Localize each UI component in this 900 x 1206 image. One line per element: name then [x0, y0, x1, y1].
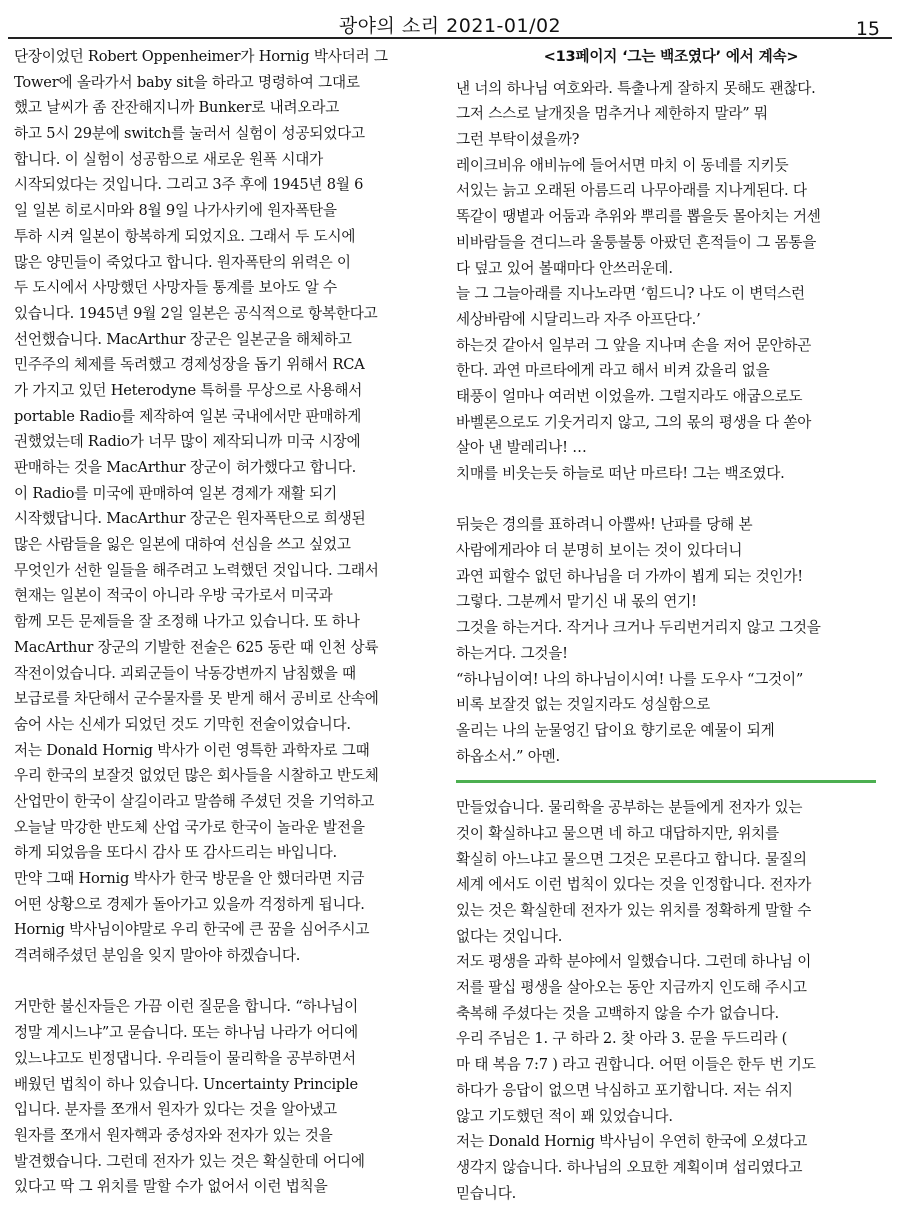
text-line: 그렇다. 그분께서 맡기신 내 몫의 연기! — [456, 593, 697, 611]
right-paragraph-3 — [456, 795, 886, 1206]
text-line: 현재는 일본이 적국이 아니라 우방 국가로서 미국과 — [14, 587, 333, 605]
text-line: 태풍이 얼마나 여러번 이었을까. 그럴지라도 애굽으로도 — [456, 387, 803, 405]
text-line: 뒤늦은 경의를 표하려니 아뿔싸! 난파를 당해 본 — [456, 516, 753, 534]
section-divider — [456, 780, 876, 783]
text-line: 민주주의 체제를 독려했고 경제성장을 돕기 위해서 RCA — [14, 356, 365, 374]
text-line: 무엇인가 선한 일들을 해주려고 노력했던 것입니다. 그래서 — [14, 561, 379, 579]
text-line: Hornig 박사님이야말로 우리 한국에 큰 꿈을 심어주시고 — [14, 921, 370, 939]
text-line: Tower에 올라가서 baby sit을 하라고 명령하여 그대로 — [14, 73, 360, 91]
text-line: “하나님이여! 나의 하나님이시여! 나를 도우사 “그것이” — [456, 670, 804, 688]
text-line: 숨어 사는 신세가 되었던 것도 기막힌 전술이었습니다. — [14, 715, 351, 733]
text-line: 하옵소서.” 아멘. — [456, 747, 560, 765]
text-line: 배웠던 법칙이 하나 있습니다. Uncertainty Principle — [14, 1075, 358, 1093]
text-line: 것이 확실하냐고 물으면 네 하고 대답하지만, 위치를 — [456, 824, 779, 842]
left-column — [14, 44, 442, 1200]
text-line: 많은 사람들을 잃은 일본에 대하여 선심을 쓰고 싶었고 — [14, 536, 351, 554]
text-line: 하다가 응답이 없으면 낙심하고 포기합니다. 저는 쉬지 — [456, 1081, 793, 1099]
text-line: 저는 Donald Hornig 박사가 이런 영특한 과학자로 그때 — [14, 741, 370, 759]
text-line: 똑같이 땡볕과 어둠과 추위와 뿌리를 뽑을듯 몰아치는 거센 — [456, 208, 821, 226]
text-line: 있느냐고도 빈정댑니다. 우리들이 물리학을 공부하면서 — [14, 1049, 356, 1067]
text-line: 오늘날 막강한 반도체 산업 국가로 한국이 놀라운 발전을 — [14, 818, 365, 836]
text-line: 만들었습니다. 물리학을 공부하는 분들에게 전자가 있는 — [456, 799, 803, 817]
text-line: 한다. 과연 마르타에게 라고 해서 비켜 갔을리 없을 — [456, 362, 770, 380]
text-line: 하는거다. 그것을! — [456, 644, 568, 662]
paragraph-gap — [456, 487, 886, 513]
right-column — [456, 44, 886, 1206]
text-line: 않고 기도했던 적이 꽤 있었습니다. — [456, 1107, 673, 1125]
text-line: 하는것 같아서 일부러 그 앞을 지나며 손을 저어 문안하곤 — [456, 336, 812, 354]
text-line: 이 Radio를 미국에 판매하여 일본 경제가 재활 되기 — [14, 484, 338, 502]
text-line: 다 덮고 있어 볼때마다 안쓰러운데. — [456, 259, 673, 277]
header-divider — [8, 37, 892, 39]
text-line: 시작되었다는 것입니다. 그리고 3주 후에 1945년 8월 6 — [14, 176, 364, 194]
text-line: MacArthur 장군의 기발한 전술은 625 동란 때 인천 상륙 — [14, 638, 379, 656]
text-line: 축복해 주셨다는 것을 고백하지 않을 수가 없습니다. — [456, 1004, 779, 1022]
text-line: 많은 양민들이 죽었다고 합니다. 원자폭탄의 위력은 이 — [14, 253, 351, 271]
text-line: 가 가지고 있던 Heterodyne 특허를 무상으로 사용해서 — [14, 381, 363, 399]
text-line: 일 일본 히로시마와 8월 9일 나가사키에 원자폭탄을 — [14, 202, 337, 220]
text-line: 권했었는데 Radio가 너무 많이 제작되니까 미국 시장에 — [14, 433, 361, 451]
newsletter-title: 광야의 소리 2021-01/02 — [338, 15, 562, 37]
text-line: 저는 Donald Hornig 박사님이 우연히 한국에 오셨다고 — [456, 1133, 808, 1151]
page-number: 15 — [855, 18, 880, 40]
text-line: 격려해주셨던 분임을 잊지 말아야 하겠습니다. — [14, 947, 301, 965]
text-line: 마 태 복음 7:7 ) 라고 권합니다. 어떤 이들은 한두 번 기도 — [456, 1056, 816, 1074]
text-line: 치매를 비웃는듯 하늘로 떠난 마르타! 그는 백조였다. — [456, 465, 785, 482]
right-paragraph-2 — [456, 512, 886, 769]
text-line: 판매하는 것을 MacArthur 장군이 허가했다고 합니다. — [14, 459, 357, 476]
text-line: 합니다. 이 실험이 성공함으로 새로운 원폭 시대가 — [14, 150, 324, 168]
text-line: 그것을 하는거다. 작거나 크거나 두리번거리지 않고 그것을 — [456, 619, 821, 637]
text-line: 늘 그 그늘아래를 지나노라면 ‘힘드니? 나도 이 변덕스런 — [456, 285, 805, 303]
text-line: 비록 보잘것 없는 것일지라도 성실함으로 — [456, 696, 711, 714]
paragraph-gap — [14, 969, 442, 995]
text-line: 하게 되었음을 또다시 감사 또 감사드리는 바입니다. — [14, 844, 337, 862]
text-line: portable Radio를 제작하여 일본 국내에서만 판매하게 — [14, 407, 362, 425]
text-line: 선언했습니다. MacArthur 장군은 일본군을 해체하고 — [14, 330, 352, 348]
text-line: 원자를 쪼개서 원자핵과 중성자와 전자가 있는 것을 — [14, 1126, 333, 1144]
text-line: 정말 계시느냐”고 묻습니다. 또는 하나님 나라가 어디에 — [14, 1024, 359, 1042]
text-line: 세상바람에 시달리느라 자주 아프단다.’ — [456, 310, 701, 328]
text-line: 그런 부탁이셨을까? — [456, 131, 580, 149]
page-header — [0, 0, 900, 40]
text-line: 세계 에서도 이런 법칙이 있다는 것을 인정합니다. 전자가 — [456, 876, 812, 894]
text-line: 투하 시켜 일본이 항복하게 되었지요. 그래서 두 도시에 — [14, 227, 356, 245]
text-line: 두 도시에서 사망했던 사망자들 통계를 보아도 알 수 — [14, 279, 337, 297]
text-line: 믿습니다. — [456, 1184, 517, 1202]
text-line: 살아 낸 발레리나! … — [456, 439, 587, 457]
text-line: 있는 것은 확실한데 전자가 있는 위치를 정확하게 말할 수 — [456, 902, 812, 919]
text-line: 바벨론으로도 기웃거리지 않고, 그의 몫의 평생을 다 쏟아 — [456, 413, 812, 431]
text-line: 그저 스스로 날개짓을 멈추거나 제한하지 말라” 뭐 — [456, 105, 768, 123]
text-line: 거만한 불신자들은 가끔 이런 질문을 합니다. “하나님이 — [14, 998, 359, 1016]
text-line: 없다는 것입니다. — [456, 927, 563, 945]
text-line: 했고 날씨가 좀 잔잔해지니까 Bunker로 내려오라고 — [14, 99, 340, 117]
continuation-heading: <13페이지 ‘그는 백조였다’ 에서 계속> — [543, 48, 799, 65]
text-line: 과연 피할수 없던 하나님을 더 가까이 뵙게 되는 것인가! — [456, 567, 803, 585]
text-line: 사람에게라야 더 분명히 보이는 것이 있다더니 — [456, 542, 743, 560]
text-line: 어떤 상황으로 경제가 돌아가고 있을까 걱정하게 됩니다. — [14, 895, 365, 913]
text-line: 있습니다. 1945년 9월 2일 일본은 공식적으로 항복한다고 — [14, 304, 378, 322]
text-line: 입니다. 분자를 쪼개서 원자가 있다는 것을 알아냈고 — [14, 1101, 337, 1119]
text-line: 발견했습니다. 그런데 전자가 있는 것은 확실한데 어디에 — [14, 1152, 365, 1170]
text-line: 올리는 나의 눈물엉긴 답이요 향기로운 예물이 되게 — [456, 721, 775, 739]
left-paragraph-1 — [14, 44, 442, 969]
text-line: 시작했답니다. MacArthur 장군은 원자폭탄으로 희생된 — [14, 510, 366, 528]
text-line: 단장이었던 Robert Oppenheimer가 Hornig 박사더러 그 — [14, 48, 388, 65]
right-paragraph-1 — [456, 76, 886, 487]
text-line: 낸 너의 하나님 여호와라. 특출나게 잘하지 못해도 괜찮다. — [456, 79, 816, 97]
text-line: 우리 한국의 보잘것 없었던 많은 회사들을 시찰하고 반도체 — [14, 767, 379, 785]
text-line: 우리 주님은 1. 구 하라 2. 찾 아라 3. 문을 두드리라 ( — [456, 1030, 788, 1048]
text-line: 만약 그때 Hornig 박사가 한국 방문을 안 했더라면 지금 — [14, 870, 365, 887]
text-line: 하고 5시 29분에 switch를 눌러서 실험이 성공되었다고 — [14, 125, 365, 143]
text-line: 있다고 딱 그 위치를 말할 수가 없어서 이런 법칙을 — [14, 1178, 328, 1196]
text-line: 확실히 아느냐고 물으면 그것은 모른다고 합니다. 물질의 — [456, 850, 807, 868]
text-line: 저도 평생을 과학 분야에서 일했습니다. 그런데 하나님 이 — [456, 953, 812, 971]
text-line: 저를 팔십 평생을 살아오는 동안 지금까지 인도해 주시고 — [456, 979, 807, 997]
text-line: 보급로를 차단해서 군수물자를 못 받게 해서 공비로 산속에 — [14, 690, 379, 708]
text-line: 비바람들을 견디느라 울퉁불퉁 아팠던 흔적들이 그 몸통을 — [456, 233, 817, 251]
text-line: 산업만이 한국이 살길이라고 말씀해 주셨던 것을 기억하고 — [14, 792, 375, 810]
left-paragraph-2 — [14, 994, 442, 1200]
text-line: 작전이었습니다. 괴뢰군들이 낙동강변까지 남침했을 때 — [14, 664, 356, 682]
text-line: 생각지 않습니다. 하나님의 오묘한 계획이며 섭리였다고 — [456, 1158, 803, 1176]
text-line: 레이크비유 애비뉴에 들어서면 마치 이 동네를 지키듯 — [456, 156, 789, 174]
text-line: 서있는 늙고 오래된 아름드리 나무아래를 지나게된다. 다 — [456, 182, 807, 200]
text-line: 함께 모든 문제들을 잘 조정해 나가고 있습니다. 또 하나 — [14, 613, 360, 631]
